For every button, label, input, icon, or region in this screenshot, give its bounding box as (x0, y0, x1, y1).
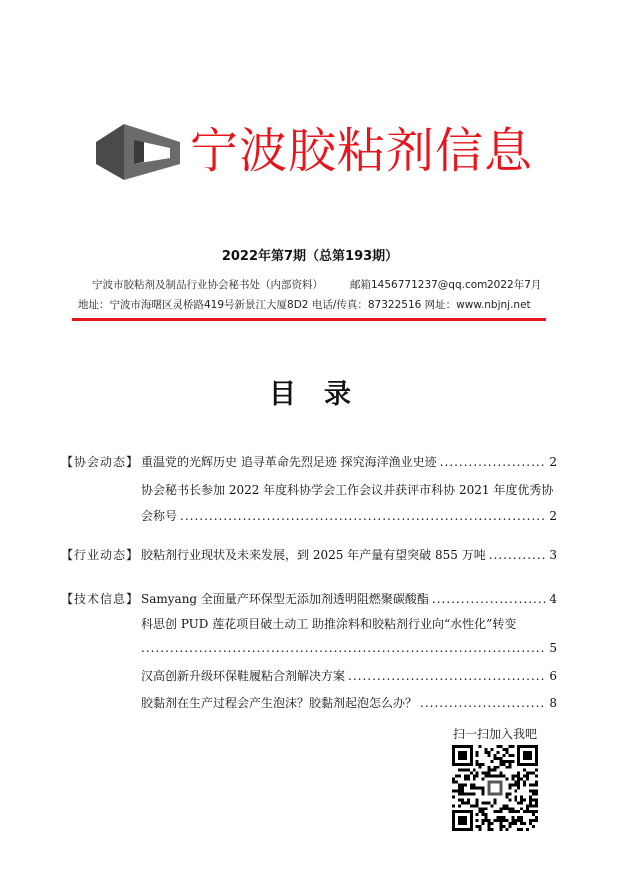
toc-page-number: 6 (549, 669, 557, 683)
toc-category-technology: 【技术信息】 (61, 592, 140, 606)
toc-entry-title: 胶黏剂在生产过程会产生泡沫？胶黏剂起泡怎么办？ (141, 696, 418, 710)
toc-entry-title: 胶粘剂行业现状及未来发展，到 2025 年产量有望突破 855 万吨 (141, 548, 486, 562)
toc-leader-dots (180, 509, 546, 521)
toc-leader-dots (489, 548, 547, 560)
toc-entry[interactable] (141, 507, 557, 524)
toc-entry-continuation: 会称号 (141, 509, 178, 523)
toc-entry[interactable] (141, 453, 557, 470)
toc-title: 目录 (269, 379, 379, 410)
toc-entry[interactable] (141, 546, 557, 563)
toc-entry[interactable] (141, 590, 557, 607)
toc-leader-dots (432, 592, 546, 604)
issue-number: 2022年第7期（总第193期） (221, 249, 399, 264)
toc-entry[interactable] (141, 641, 557, 655)
toc-entry-title[interactable]: 科思创 PUD 莲花项目破土动工 助推涂料和胶粘剂行业向“水性化”转变 (141, 617, 517, 631)
toc-entry-title[interactable]: 协会秘书长参加 2022 年度科协学会工作会议并获评市科协 2021 年度优秀协 (141, 483, 554, 497)
toc-leader-dots (141, 641, 546, 653)
address-line: 地址：宁波市海曙区灵桥路419号新景江大厦8D2 电话/传真：87322516 网址：www.nbjnj.net (78, 299, 531, 311)
toc-page-number: 4 (549, 592, 557, 606)
toc-page-number: 2 (549, 455, 557, 469)
issue-date: 2022年7月 (487, 279, 542, 291)
toc-entry[interactable] (141, 694, 557, 711)
toc-category-industry: 【行业动态】 (61, 548, 140, 562)
toc-category-association: 【协会动态】 (61, 455, 140, 469)
email-text: 邮箱1456771237@qq.com (350, 279, 488, 291)
toc-leader-dots (348, 669, 546, 681)
toc-leader-dots (440, 455, 547, 467)
toc-leader-dots (420, 696, 546, 708)
publisher-text: 宁波市胶粘剂及制品行业协会秘书处（内部资料） (92, 279, 323, 291)
toc-entry-title: 汉高创新升级环保鞋履粘合剂解决方案 (141, 669, 346, 683)
toc-page-number: 8 (549, 696, 557, 710)
toc-page-number: 5 (549, 641, 557, 655)
header-divider (72, 318, 546, 321)
toc-entry[interactable] (141, 667, 557, 684)
publication-title: 宁波胶粘剂信息 (190, 123, 534, 179)
toc-page-number: 2 (549, 509, 557, 523)
publication-logo (96, 124, 180, 180)
toc-entry-title: Samyang 全面量产环保型无添加剂透明阻燃聚碳酸酯 (141, 592, 429, 606)
qr-code-icon[interactable] (452, 745, 538, 831)
scan-label: 扫一扫加入我吧 (453, 727, 538, 741)
toc-entry-title: 重温党的光辉历史 追寻革命先烈足迹 探究海洋渔业史迹 (141, 455, 437, 469)
toc-page-number: 3 (549, 548, 557, 562)
